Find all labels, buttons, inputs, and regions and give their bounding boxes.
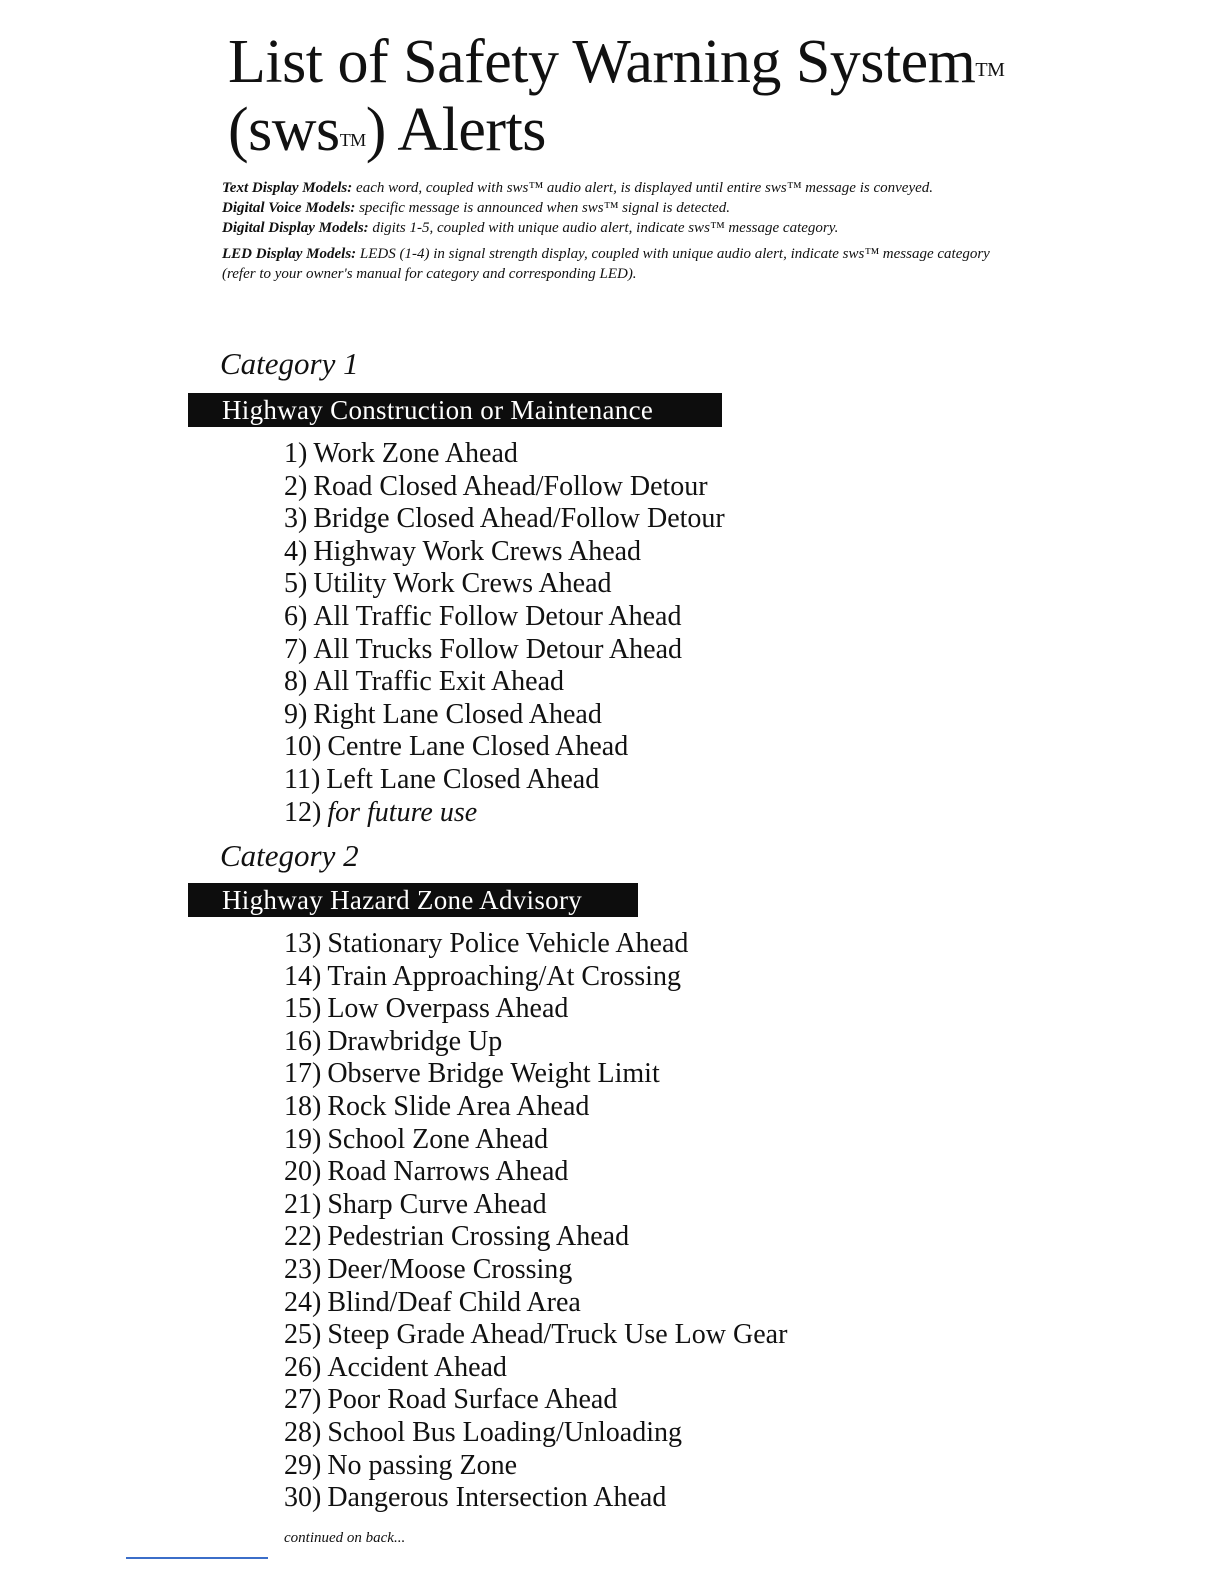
note-digital-voice-models: Digital Voice Models: specific message is announced when sws™ signal is detected. [222, 200, 730, 216]
page-title [228, 28, 1004, 164]
category-2-label: Category 2 [220, 838, 359, 873]
note-text-display-models: Text Display Models: each word, coupled with sws™ audio alert, is displayed until entire sws™ message is conveyed. [222, 180, 934, 196]
list-item: 23) Deer/Moose Crossing [284, 1253, 573, 1285]
list-item: 29) No passing Zone [284, 1449, 518, 1481]
list-item: 19) School Zone Ahead [284, 1123, 549, 1155]
intro-notes [222, 178, 1022, 284]
title-line-2: (sws™) Alerts [228, 96, 546, 164]
list-item: 3) Bridge Closed Ahead/Follow Detour [284, 503, 725, 535]
title-line-1: List of Safety Warning System™ [228, 28, 1005, 96]
list-item: 26) Accident Ahead [284, 1351, 507, 1383]
list-item: 12) for future use [284, 796, 478, 828]
list-item: 7) All Trucks Follow Detour Ahead [284, 633, 683, 665]
list-item: 14) Train Approaching/At Crossing [284, 960, 681, 992]
list-item: 27) Poor Road Surface Ahead [284, 1384, 618, 1416]
list-item: 4) Highway Work Crews Ahead [284, 535, 642, 567]
trademark-mark: TM [339, 130, 366, 150]
trademark-mark: TM [975, 59, 1005, 81]
footer-divider [126, 1557, 268, 1559]
category-1-label: Category 1 [220, 346, 359, 381]
category-1-heading: Highway Construction or Maintenance [188, 393, 722, 427]
list-item: 25) Steep Grade Ahead/Truck Use Low Gear [284, 1319, 788, 1351]
list-item: 18) Rock Slide Area Ahead [284, 1090, 590, 1122]
list-item: 6) All Traffic Follow Detour Ahead [284, 600, 682, 632]
category-1-list [284, 438, 725, 829]
list-item: 9) Right Lane Closed Ahead [284, 698, 602, 730]
list-item: 30) Dangerous Intersection Ahead [284, 1482, 667, 1514]
list-item: 13) Stationary Police Vehicle Ahead [284, 928, 689, 959]
list-item: 28) School Bus Loading/Unloading [284, 1416, 682, 1448]
continued-note: continued on back... [284, 1530, 406, 1546]
list-item: 10) Centre Lane Closed Ahead [284, 731, 629, 763]
list-item: 15) Low Overpass Ahead [284, 993, 569, 1025]
list-item: 8) All Traffic Exit Ahead [284, 666, 565, 698]
note-led-display-models: LED Display Models: LEDS (1-4) in signal strength display, coupled with unique audio alert, indicate sws™ message category (refer to your owner's manual for category and corresponding LED). [222, 246, 990, 282]
note-digital-display-models: Digital Display Models: digits 1-5, coupled with unique audio alert, indicate sws™ message category. [222, 220, 839, 236]
category-2-list [284, 928, 787, 1515]
list-item: 11) Left Lane Closed Ahead [284, 763, 600, 795]
list-item: 24) Blind/Deaf Child Area [284, 1286, 581, 1318]
list-item: 1) Work Zone Ahead [284, 438, 518, 469]
list-item: 5) Utility Work Crews Ahead [284, 568, 612, 600]
list-item: 21) Sharp Curve Ahead [284, 1188, 547, 1220]
category-2-heading: Highway Hazard Zone Advisory [188, 883, 638, 917]
list-item: 20) Road Narrows Ahead [284, 1156, 569, 1188]
list-item: 17) Observe Bridge Weight Limit [284, 1058, 660, 1090]
list-item: 2) Road Closed Ahead/Follow Detour [284, 470, 708, 502]
list-item: 16) Drawbridge Up [284, 1025, 503, 1057]
list-item: 22) Pedestrian Crossing Ahead [284, 1221, 630, 1253]
